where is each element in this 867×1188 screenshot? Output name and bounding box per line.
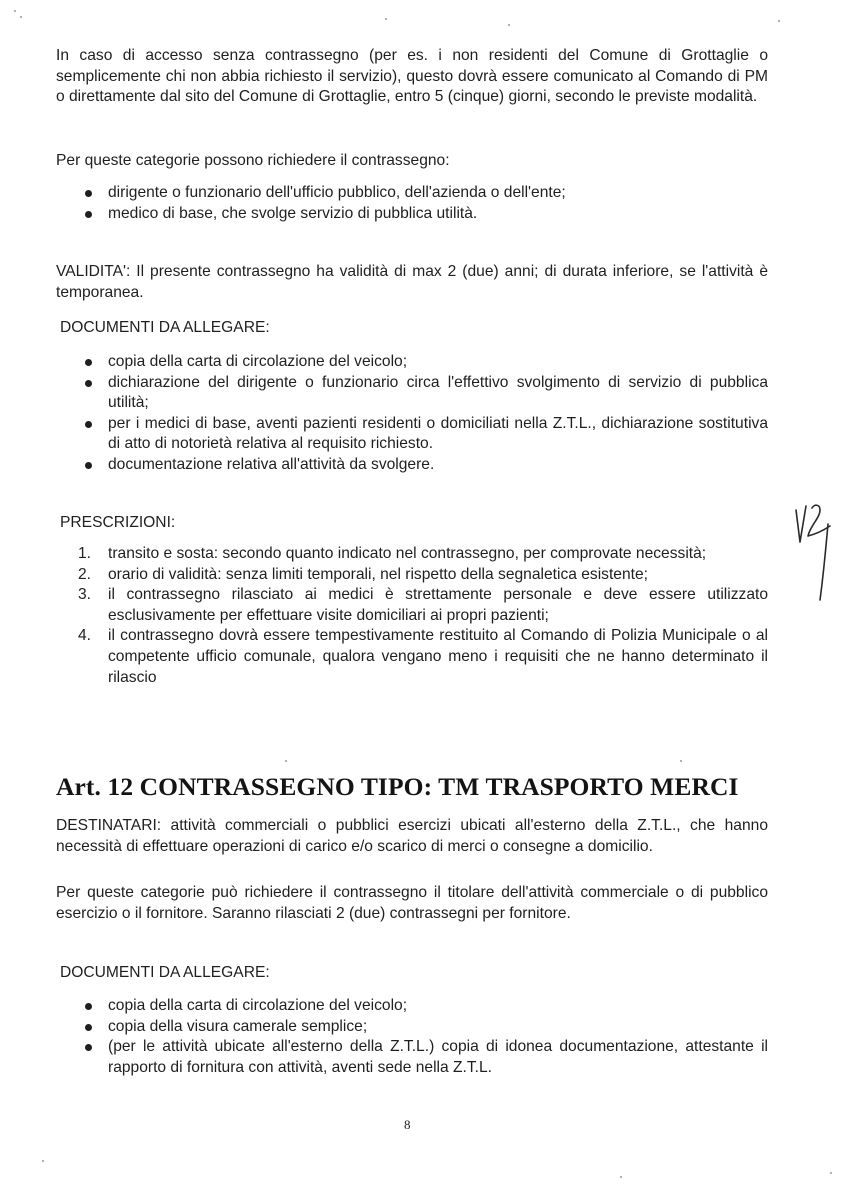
categories-list <box>56 183 768 224</box>
categories-intro: Per queste categorie possono richiedere il contrassegno: <box>56 152 450 169</box>
bullet-icon <box>85 462 92 469</box>
recipients-paragraph: DESTINATARI: attività commerciali o pubblici esercizi ubicati all'esterno della Z.T.L., che hanno necessità di effettuare operazioni di carico e/o scarico di merci o consegne a domicilio. <box>56 817 768 855</box>
requesters-paragraph: Per queste categorie può richiedere il contrassegno il titolare dell'attività commerciale o di pubblico esercizio o il fornitore. Saranno rilasciati 2 (due) contrassegni per fornitore. <box>56 884 768 922</box>
scan-speck <box>680 760 682 762</box>
bullet-icon <box>85 421 92 428</box>
prescriptions-list <box>56 544 768 688</box>
documents-label: DOCUMENTI DA ALLEGARE: <box>60 964 270 981</box>
intro-paragraph: In caso di accesso senza contrassegno (per es. i non residenti del Comune di Grottaglie o semplicemente chi non abbia richiesto il servizio), questo dovrà essere comunicato al Comando di PM o direttamente dal sito del Comune di Grottaglie, entro 5 (cinque) giorni, secondo le previste modalità. <box>56 47 768 106</box>
prescriptions-label: PRESCRIZIONI: <box>60 514 176 531</box>
signature-mark <box>790 496 842 608</box>
list-item: documentazione relativa all'attività da svolgere. <box>56 455 768 476</box>
list-item: 4. il contrassegno dovrà essere tempestivamente restituito al Comando di Polizia Municipale o al competente ufficio comunale, qualora vengano meno i requisiti che ne hanno determinato il rilascio <box>78 627 768 686</box>
list-item: (per le attività ubicate all'esterno della Z.T.L.) copia di idonea documentazione, attestante il rapporto di fornitura con attività, aventi sede nella Z.T.L. <box>56 1037 768 1078</box>
scan-speck <box>285 760 287 762</box>
bullet-icon <box>85 1024 92 1031</box>
list-item: 1. transito e sosta: secondo quanto indicato nel contrassegno, per comprovate necessità; <box>78 545 707 562</box>
scan-speck <box>385 18 387 20</box>
bullet-icon <box>85 380 92 387</box>
bullet-icon <box>85 1044 92 1051</box>
list-item: dichiarazione del dirigente o funzionario circa l'effettivo svolgimento di servizio di pubblica utilità; <box>56 373 768 414</box>
list-item: dirigente o funzionario dell'ufficio pubblico, dell'azienda o dell'ente; <box>56 183 768 204</box>
bullet-icon <box>85 190 92 197</box>
list-item: copia della carta di circolazione del veicolo; <box>56 352 768 373</box>
scan-speck <box>830 1172 832 1174</box>
article-documents-list <box>56 996 768 1078</box>
bullet-icon <box>85 211 92 218</box>
scan-speck <box>20 16 22 18</box>
list-item: copia della carta di circolazione del veicolo; <box>56 996 768 1017</box>
documents-list <box>56 352 768 476</box>
list-item: copia della visura camerale semplice; <box>56 1017 768 1038</box>
list-item: 2. orario di validità: senza limiti temporali, nel rispetto della segnaletica esistente; <box>78 565 648 583</box>
list-item: 3. il contrassegno rilasciato ai medici è strettamente personale e deve essere utilizzato esclusivamente per effettuare visite domiciliari ai propri pazienti; <box>78 586 768 624</box>
documents-label: DOCUMENTI DA ALLEGARE: <box>60 319 270 336</box>
scan-speck <box>42 1160 44 1162</box>
scan-speck <box>620 1176 622 1178</box>
bullet-icon <box>85 359 92 366</box>
article-heading: Art. 12 CONTRASSEGNO TIPO: TM TRASPORTO MERCI <box>56 772 739 801</box>
scan-speck <box>14 10 16 12</box>
page-number: 8 <box>404 1117 411 1132</box>
bullet-icon <box>85 1003 92 1010</box>
list-item: medico di base, che svolge servizio di pubblica utilità. <box>56 204 768 225</box>
list-item: per i medici di base, aventi pazienti residenti o domiciliati nella Z.T.L., dichiarazione sostitutiva di atto di notorietà relativa al requisito richiesto. <box>56 414 768 455</box>
scan-speck <box>508 24 510 26</box>
validity-paragraph: VALIDITA': Il presente contrassegno ha validità di max 2 (due) anni; di durata inferiore, se l'attività è temporanea. <box>56 263 768 301</box>
scan-speck <box>778 20 780 22</box>
